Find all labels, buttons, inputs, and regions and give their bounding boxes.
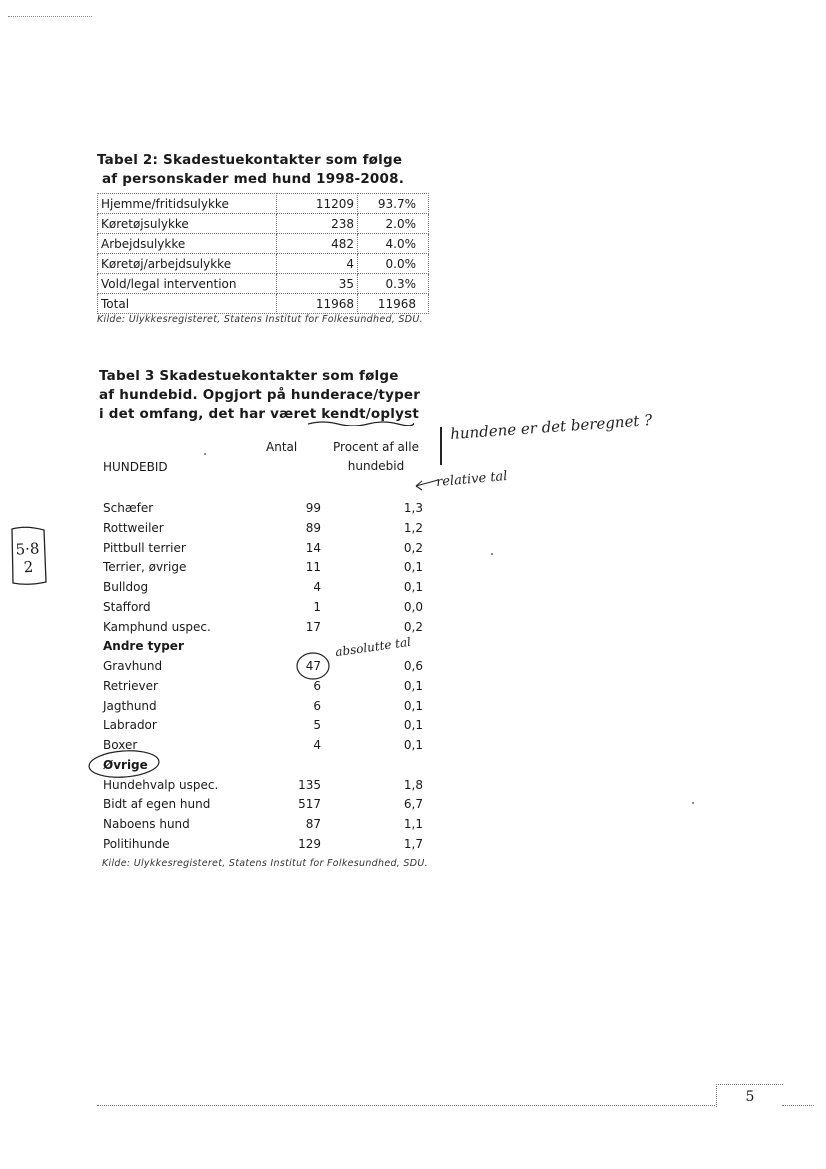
table3-cell-pct: 0,1	[403, 580, 423, 594]
table3-row	[103, 715, 423, 735]
table3-cell-antal: 4	[313, 738, 321, 752]
table3-cell-pct: 0,1	[403, 679, 423, 693]
table2-cell-label: Arbejdsulykke	[98, 234, 277, 254]
table3-cell-antal: 99	[305, 501, 321, 515]
table3-cell-label: Jagthund	[103, 699, 157, 713]
table2-cell-pct: 0.3%	[358, 274, 429, 294]
table3-row	[103, 498, 423, 518]
table3-cell-label: Labrador	[103, 718, 157, 732]
table3-row	[103, 696, 423, 716]
handwritten-stamp-text: 5·8 2	[15, 539, 40, 577]
table3-cell-antal: 17	[305, 620, 321, 634]
table3-cell-pct: 1,3	[403, 501, 423, 515]
table2-cell-label: Køretøjsulykke	[98, 214, 277, 234]
table3-row	[103, 834, 423, 854]
table3-cell-label: Bidt af egen hund	[103, 797, 211, 811]
table3-cell-pct: 0,1	[403, 560, 423, 574]
speck	[204, 453, 206, 455]
header-pct	[326, 438, 426, 476]
table3-cell-label: Kamphund uspec.	[103, 620, 211, 634]
table3-cell-antal: 5	[313, 718, 321, 732]
speck	[692, 802, 694, 804]
table2-cell-count: 11968	[277, 294, 358, 314]
table3-row	[103, 597, 423, 617]
table2-row	[98, 214, 429, 234]
table3-cell-label: Politihunde	[103, 837, 170, 851]
table3-row	[103, 577, 423, 597]
table2-cell-pct: 93.7%	[358, 194, 429, 214]
table3-cell-antal: 129	[298, 837, 321, 851]
table3-cell-pct: 0,6	[403, 659, 423, 673]
table2-cell-label: Total	[98, 294, 277, 314]
handwritten-margin-bar	[440, 427, 442, 465]
handwritten-underline	[308, 420, 414, 426]
table2-row	[98, 294, 429, 314]
handwritten-circle-ovrige	[86, 748, 164, 782]
header-pct-line1: Procent af alle	[333, 440, 419, 454]
table2-cell-count: 4	[277, 254, 358, 274]
table3-row	[103, 557, 423, 577]
table3-cell-pct: 1,1	[403, 817, 423, 831]
table3-cell-antal: 4	[313, 580, 321, 594]
table3-row	[103, 794, 423, 814]
table3-cell-pct: 0,1	[403, 718, 423, 732]
table3-source: Kilde: Ulykkesregisteret, Statens Institut for Folkesundhed, SDU.	[102, 858, 428, 869]
table2-source: Kilde: Ulykkesregisteret, Statens Institut for Folkesundhed, SDU.	[97, 314, 423, 325]
table3-cell-label: Øvrige	[103, 758, 148, 772]
table2-row	[98, 254, 429, 274]
table3-cell-antal: 87	[305, 817, 321, 831]
table3-row	[103, 656, 423, 676]
table2-cell-pct: 4.0%	[358, 234, 429, 254]
table3-cell-antal: 47	[305, 659, 321, 673]
table3-cell-label: Hundehvalp uspec.	[103, 778, 219, 792]
table3-cell-label: Pittbull terrier	[103, 541, 186, 555]
top-dotted-rule	[8, 16, 92, 17]
table3-cell-antal: 14	[305, 541, 321, 555]
table3-cell-label: Gravhund	[103, 659, 163, 673]
table3-cell-label: Schæfer	[103, 501, 154, 515]
table3-cell-pct: 0,1	[403, 738, 423, 752]
table3-cell-pct: 0,2	[403, 620, 423, 634]
table2-title-line2: af personskader med hund 1998-2008.	[102, 171, 405, 187]
table3-cell-antal: 517	[298, 797, 321, 811]
table3-title	[99, 367, 439, 424]
table3-row	[103, 676, 423, 696]
handwritten-note-relative: relative tal	[435, 468, 509, 491]
table3-cell-label: Naboens hund	[103, 817, 190, 831]
table3-cell-pct: 6,7	[403, 797, 423, 811]
table3-row	[103, 538, 423, 558]
footer-rule	[97, 1105, 715, 1106]
table3-cell-pct: 0,2	[403, 541, 423, 555]
table3-cell-antal: 6	[313, 699, 321, 713]
table3-cell-antal: 135	[298, 778, 321, 792]
table3-row	[103, 814, 423, 834]
table3-cell-label: Retriever	[103, 679, 158, 693]
table3-cell-antal: 1	[313, 600, 321, 614]
table3-title-line3: i det omfang, det har været kendt/oplyst	[99, 406, 419, 422]
table3-row	[103, 518, 423, 538]
table2	[97, 193, 429, 314]
table3-cell-pct: 1,7	[403, 837, 423, 851]
header-antal: Antal	[266, 440, 298, 454]
page-number: 5	[745, 1089, 755, 1105]
table3-cell-pct: 1,2	[403, 521, 423, 535]
table3-title-line2: af hundebid. Opgjort på hunderace/typer	[99, 387, 421, 403]
table3-cell-label: Boxer	[103, 738, 138, 752]
handwritten-note-margin: hundene er det beregnet ?	[449, 410, 653, 444]
header-hundebid: HUNDEBID	[103, 460, 168, 474]
table3-cell-antal: 89	[305, 521, 321, 535]
table3-cell-antal: 11	[305, 560, 321, 574]
table2-title	[97, 151, 427, 189]
table3-cell-label: Rottweiler	[103, 521, 164, 535]
table3-cell-pct: 1,8	[403, 778, 423, 792]
table2-cell-count: 35	[277, 274, 358, 294]
handwritten-circle-47	[294, 650, 334, 682]
table2-cell-label: Køretøj/arbejdsulykke	[98, 254, 277, 274]
table2-cell-count: 238	[277, 214, 358, 234]
table2-cell-count: 482	[277, 234, 358, 254]
table3-cell-antal: 6	[313, 679, 321, 693]
table3-cell-pct: 0,1	[403, 699, 423, 713]
table2-cell-count: 11209	[277, 194, 358, 214]
table3-cell-label: Bulldog	[103, 580, 149, 594]
table3-row	[103, 617, 423, 637]
table3-cell-label: Andre typer	[103, 639, 184, 653]
header-pct-line2: hundebid	[347, 459, 405, 473]
speck	[491, 553, 493, 555]
table2-cell-label: Vold/legal intervention	[98, 274, 277, 294]
table2-cell-pct: 0.0%	[358, 254, 429, 274]
table3-cell-label: Stafford	[103, 600, 151, 614]
table2-cell-pct: 2.0%	[358, 214, 429, 234]
handwritten-note-absolute: absolutte tal	[334, 634, 412, 660]
table2-title-line1: Tabel 2: Skadestuekontakter som følge	[97, 152, 403, 168]
table3-cell-pct: 0,0	[403, 600, 423, 614]
footer-rule-right	[782, 1105, 814, 1106]
table2-cell-label: Hjemme/fritidsulykke	[98, 194, 277, 214]
table2-row	[98, 234, 429, 254]
table2-row	[98, 194, 429, 214]
table2-cell-pct: 11968	[358, 294, 429, 314]
table3-title-line1: Tabel 3 Skadestuekontakter som følge	[99, 368, 399, 384]
table3-cell-label: Terrier, øvrige	[103, 560, 187, 574]
table2-row	[98, 274, 429, 294]
